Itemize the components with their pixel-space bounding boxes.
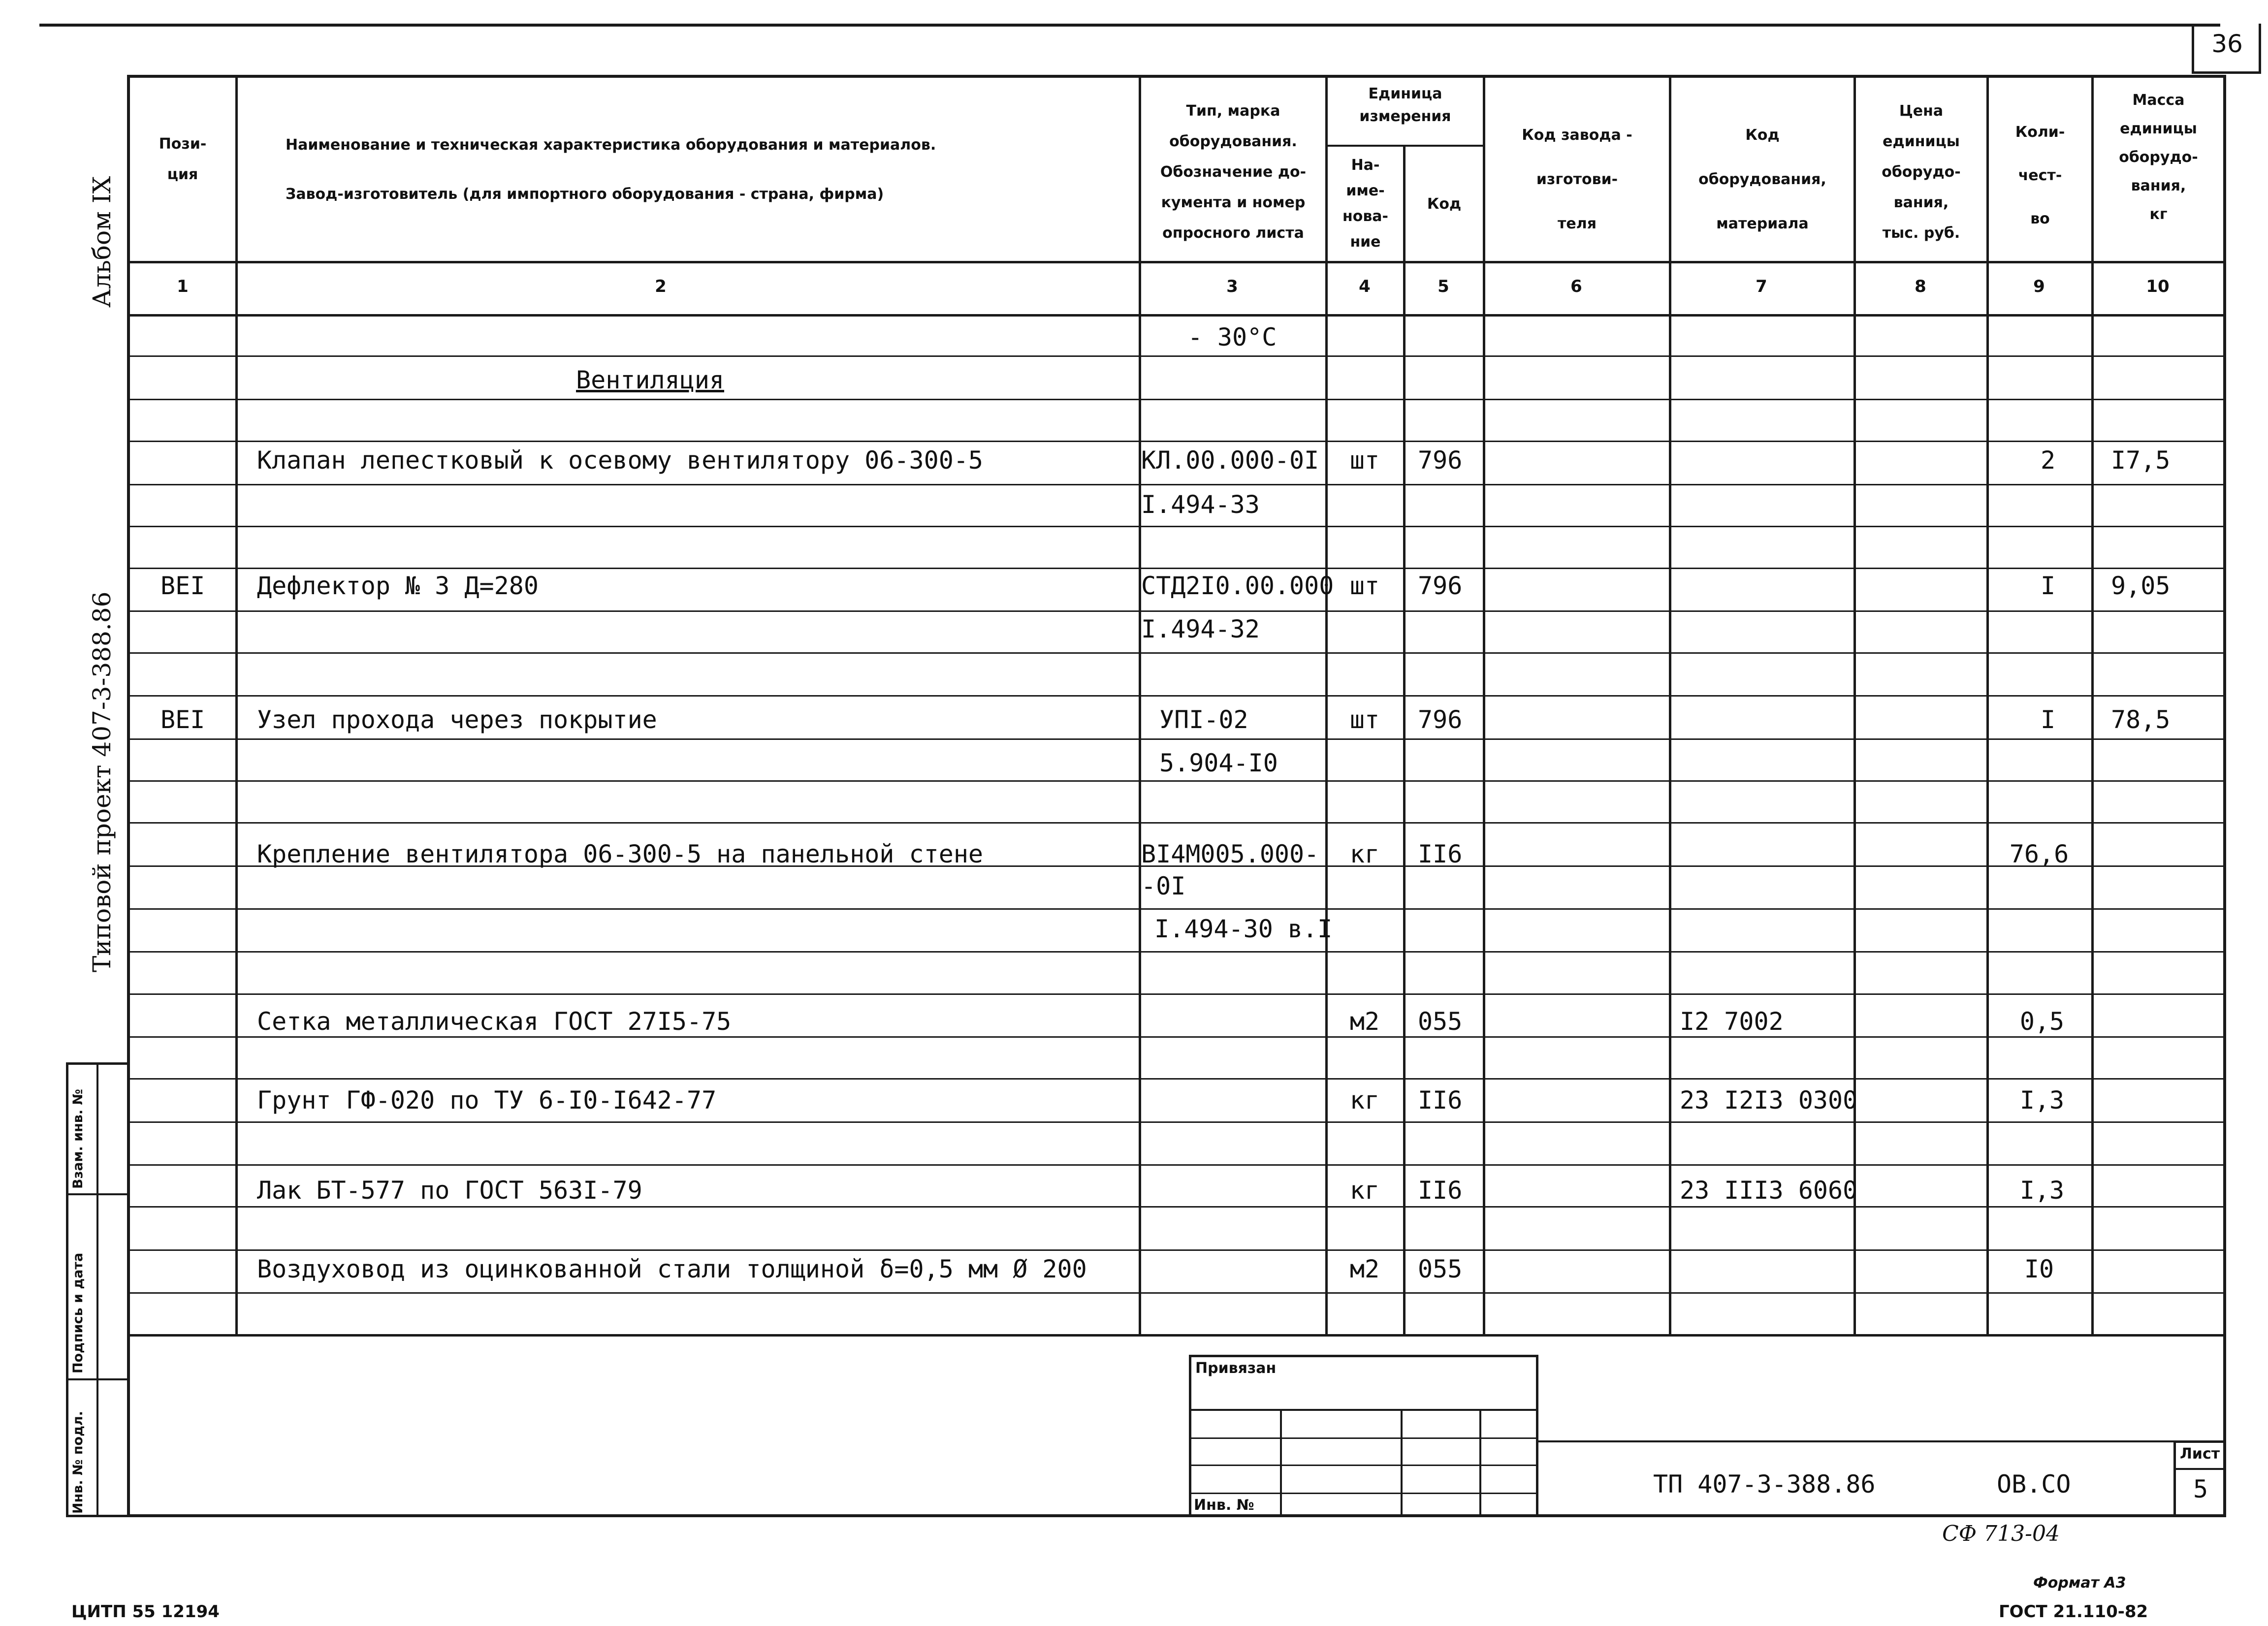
row-11-code: 055 <box>1418 1007 1463 1036</box>
column-number-4: 4 <box>1359 277 1371 296</box>
row-7-type: 5.904-I0 <box>1159 749 1278 777</box>
row-line <box>130 908 2223 910</box>
row-line <box>130 652 2223 654</box>
row-6-type: УПI-02 <box>1159 705 1248 734</box>
row-3-type: I.494-33 <box>1141 490 1260 519</box>
row-2-name: Клапан лепестковый к осевому вентилятору 06-300-5 <box>257 446 984 475</box>
row-11-qty: 0,5 <box>2019 1007 2065 1036</box>
row-line <box>130 1249 2223 1251</box>
row-14-qty: I0 <box>2024 1255 2054 1283</box>
privyazan-row-line <box>1189 1465 1538 1466</box>
row-8-code: II6 <box>1418 840 1463 868</box>
gost-label: ГОСТ 21.110-82 <box>1999 1602 2148 1622</box>
row-line <box>130 1078 2223 1080</box>
row-0-type: - 30°C <box>1187 323 1277 351</box>
column-number-3: 3 <box>1226 277 1238 296</box>
header-col4: На- име- нова- ние <box>1342 157 1389 251</box>
col-line-6 <box>1669 75 1671 1335</box>
row-4-type: СТД2I0.00.000 <box>1141 572 1334 600</box>
col-line-7 <box>1853 75 1856 1335</box>
row-12-qty: I,3 <box>2019 1086 2065 1115</box>
row-13-code: II6 <box>1418 1176 1463 1205</box>
row-5-type: I.494-32 <box>1141 615 1260 643</box>
row-12-name: Грунт ГФ-020 по ТУ 6-I0-I642-77 <box>257 1086 717 1115</box>
table-bottom-line <box>130 1334 2223 1337</box>
row-6-mass: 78,5 <box>2111 705 2171 734</box>
row-line <box>130 1206 2223 1208</box>
column-number-6: 6 <box>1570 277 1582 296</box>
page-number-box-right <box>2259 24 2261 74</box>
row-14-code: 055 <box>1418 1255 1463 1283</box>
header-col1: Пози- ция <box>159 135 207 183</box>
row-2-code: 796 <box>1418 446 1463 475</box>
column-number-10: 10 <box>2146 277 2170 296</box>
row-line <box>130 993 2223 995</box>
row-line <box>130 951 2223 953</box>
page-number-box-left <box>2192 24 2194 73</box>
handwritten-code: СФ 713-04 <box>1942 1521 2060 1546</box>
row-11-unit: м2 <box>1349 1007 1380 1036</box>
header-col3: Тип, марка оборудования. Обозначение до- кумента и номер опросного листа <box>1160 102 1307 242</box>
column-number-9: 9 <box>2033 277 2045 296</box>
row-11-name: Сетка металлическая ГОСТ 27I5-75 <box>257 1007 732 1036</box>
colnum-bottom-line <box>130 314 2223 317</box>
privyazan-col-line <box>1479 1409 1481 1517</box>
header-unit-group: Единица измерения <box>1359 85 1451 125</box>
row-2-type: КЛ.00.000-0I <box>1141 446 1319 475</box>
sheet-label: Лист <box>2180 1445 2220 1463</box>
row-line <box>130 738 2223 740</box>
row-8-qty: 76,6 <box>2009 840 2069 868</box>
privyazan-row-line <box>1189 1437 1538 1439</box>
privyazan-row-line <box>1189 1409 1538 1411</box>
row-line <box>130 610 2223 612</box>
row-line <box>130 822 2223 824</box>
row-2-mass: I7,5 <box>2111 446 2171 475</box>
row-14-name: Воздуховод из оцинкованной стали толщиной δ=0,5 мм Ø 200 <box>257 1255 1087 1283</box>
row-line <box>130 568 2223 569</box>
column-number-7: 7 <box>1756 277 1767 296</box>
row-line <box>130 441 2223 442</box>
document-code: ТП 407-3-388.86 <box>1653 1470 1876 1498</box>
col-line-1 <box>235 75 238 1335</box>
row-14-unit: м2 <box>1349 1255 1380 1283</box>
title-block-top-line <box>1536 1440 2225 1442</box>
stamp-label-replace: Взам. инв. № <box>70 1088 86 1189</box>
row-10-type: I.494-30 в.I <box>1154 915 1333 943</box>
page-number: 36 <box>2211 30 2243 58</box>
privyazan-label: Привязан <box>1195 1360 1277 1377</box>
row-line <box>130 526 2223 527</box>
sheet-number: 5 <box>2193 1475 2208 1503</box>
top-border-line <box>39 24 2220 27</box>
page-number-box-bottom <box>2192 71 2261 74</box>
row-line <box>130 355 2223 357</box>
col-line-4 <box>1403 147 1406 1335</box>
stamp-label-signature: Подпись и дата <box>70 1252 86 1373</box>
col-line-2 <box>1139 75 1141 1335</box>
row-6-qty: I <box>2040 705 2056 734</box>
row-8-type: ВI4М005.000- <box>1141 840 1319 868</box>
row-line <box>130 1292 2223 1294</box>
header-col9: Коли- чест- во <box>2015 124 2065 227</box>
row-1-section-title: Вентиляция <box>576 366 725 394</box>
column-number-8: 8 <box>1915 277 1926 296</box>
row-4-code: 796 <box>1418 572 1463 600</box>
row-2-unit: шт <box>1349 446 1380 475</box>
format-label: Формат А3 <box>2033 1574 2126 1592</box>
row-8-unit: кг <box>1349 840 1380 868</box>
row-8-name: Крепление вентилятора 06-300-5 на панельной стене <box>257 840 984 868</box>
header-col5: Код <box>1427 195 1462 213</box>
row-13-unit: кг <box>1349 1176 1380 1205</box>
column-number-2: 2 <box>655 277 667 296</box>
row-line <box>130 780 2223 782</box>
row-9-type: -0I <box>1141 872 1186 900</box>
stamp-label-inv-orig: Инв. № подл. <box>70 1411 86 1514</box>
row-line <box>130 695 2223 697</box>
row-12-code: II6 <box>1418 1086 1463 1115</box>
sheet-box-divider <box>2173 1468 2226 1470</box>
row-6-position: ВЕI <box>160 705 205 734</box>
column-number-5: 5 <box>1437 277 1449 296</box>
header-col10: Масса единицы оборудо- вания, кг <box>2119 92 2198 223</box>
row-6-unit: шт <box>1349 705 1380 734</box>
privyazan-row-line <box>1189 1493 1538 1494</box>
row-4-name: Дефлектор № 3 Д=280 <box>257 572 539 600</box>
row-13-material-code: 23 IІI3 6060 <box>1680 1176 1858 1205</box>
row-4-position: ВЕI <box>160 572 205 600</box>
row-6-name: Узел прохода через покрытие <box>257 705 657 734</box>
row-4-unit: шт <box>1349 572 1380 600</box>
row-line <box>130 1121 2223 1123</box>
header-col7: Код оборудования, материала <box>1698 127 1826 232</box>
row-2-qty: 2 <box>2040 446 2056 475</box>
header-col6: Код завода - изготови- теля <box>1522 127 1632 232</box>
row-13-qty: I,3 <box>2019 1176 2065 1205</box>
row-4-qty: I <box>2040 572 2056 600</box>
row-line <box>130 1036 2223 1038</box>
side-label-project: Типовой проект 407-3-388.86 <box>88 591 116 972</box>
row-11-material-code: I2 7002 <box>1680 1007 1784 1036</box>
document-mark: ОВ.СО <box>1997 1470 2071 1498</box>
privyazan-col-line <box>1280 1409 1282 1517</box>
col-line-5 <box>1483 75 1485 1335</box>
row-13-name: Лак БТ-577 по ГОСТ 563I-79 <box>257 1176 642 1205</box>
column-number-1: 1 <box>177 277 189 296</box>
printer-label: ЦИТП 55 12194 <box>71 1602 220 1622</box>
header-bottom-line <box>130 261 2223 263</box>
row-line <box>130 399 2223 400</box>
stamp-divider-v <box>96 1062 98 1517</box>
row-12-material-code: 23 I2I3 0300 <box>1680 1086 1858 1115</box>
row-12-unit: кг <box>1349 1086 1380 1115</box>
side-label-album: Альбом IX <box>88 176 116 308</box>
row-4-mass: 9,05 <box>2111 572 2171 600</box>
row-6-code: 796 <box>1418 705 1463 734</box>
inv-no-label: Инв. № <box>1194 1497 1254 1514</box>
privyazan-col-line <box>1401 1409 1403 1517</box>
row-line <box>130 484 2223 485</box>
row-line <box>130 1164 2223 1166</box>
header-col8: Цена единицы оборудо- вания, тыс. руб. <box>1882 102 1961 242</box>
header-col2: Наименование и техническая характеристика оборудования и материалов. Завод-изготовитель (для импортного оборудования - страна, фирма) <box>286 136 936 203</box>
